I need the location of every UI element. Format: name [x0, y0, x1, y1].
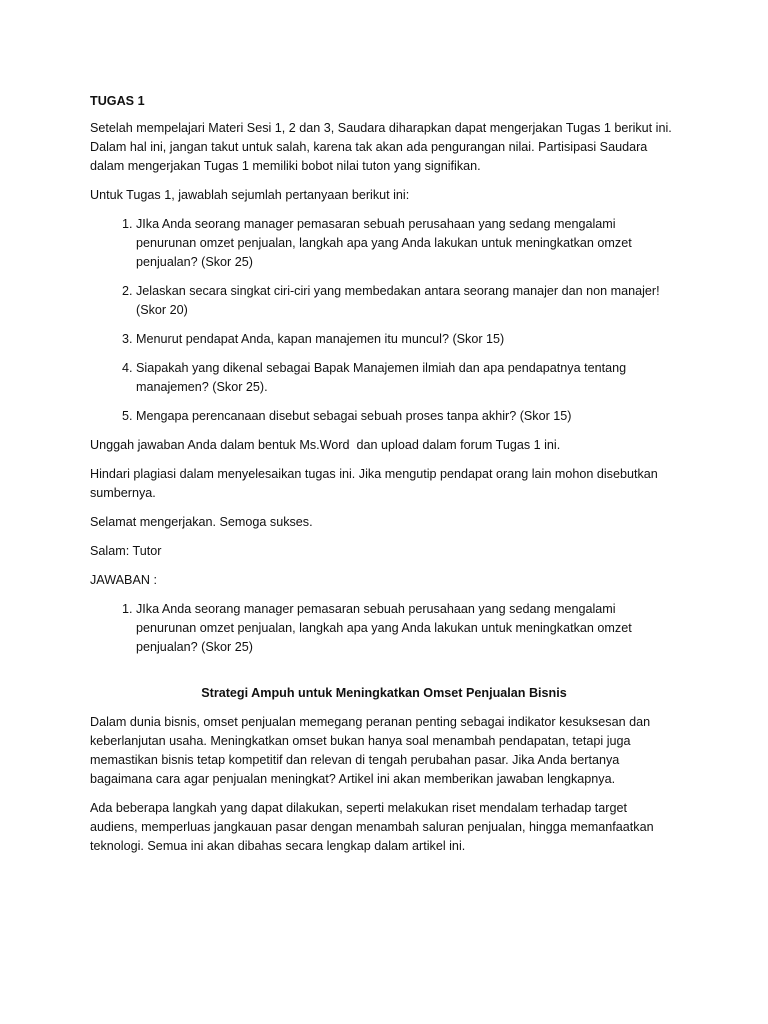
intro-paragraph: Setelah mempelajari Materi Sesi 1, 2 dan 3, Saudara diharapkan dapat mengerjakan Tugas 1 berikut ini. Dalam hal ini, jangan takut untuk salah, karena tak akan ada pengurangan nilai. Partisipasi Saudara dalam mengerjakan Tugas 1 memiliki bobot nilai tuton yang signifikan. [90, 121, 672, 173]
article-paragraph: Dalam dunia bisnis, omset penjualan memegang peranan penting sebagai indikator kesuksesan dan keberlanjutan usaha. Meningkatkan omset bukan hanya soal menambah pendapatan, tetapi juga memastikan bisnis tetap kompetitif dan relevan di tengah perubahan pasar. Jika Anda bertanya bagaimana cara agar penjualan meningkat? Artikel ini akan memberikan jawaban lengkapnya. [90, 715, 651, 786]
answer-heading: JAWABAN : [90, 573, 157, 587]
question-list [90, 215, 678, 426]
article-paragraph: Ada beberapa langkah yang dapat dilakukan, seperti melakukan riset mendalam terhadap target audiens, memperluas jangkauan pasar dengan menambah saluran penjualan, hingga memanfaatkan teknologi. Semua ini akan dibahas secara lengkap dalam artikel ini. [90, 801, 654, 853]
question-item: 1. JIka Anda seorang manager pemasaran sebuah perusahaan yang sedang mengalami penurunan omzet penjualan, langkah apa yang Anda lakukan untuk meningkatkan omzet penjualan? (Skor 25) [136, 215, 678, 272]
question-item: 5. Mengapa perencanaan disebut sebagai sebuah proses tanpa akhir? (Skor 15) [136, 407, 678, 426]
document-page [90, 92, 678, 866]
question-item: 3. Menurut pendapat Anda, kapan manajemen itu muncul? (Skor 15) [136, 330, 678, 349]
closing-text: Selamat mengerjakan. Semoga sukses. [90, 515, 313, 529]
question-item: 4. Siapakah yang dikenal sebagai Bapak Manajemen ilmiah dan apa pendapatnya tentang manajemen? (Skor 25). [136, 359, 678, 397]
question-item: 2. Jelaskan secara singkat ciri-ciri yang membedakan antara seorang manajer dan non manajer! (Skor 20) [136, 282, 678, 320]
upload-note: Unggah jawaban Anda dalam bentuk Ms.Word dan upload dalam forum Tugas 1 ini. [90, 438, 561, 452]
article-title: Strategi Ampuh untuk Meningkatkan Omset Penjualan Bisnis [201, 686, 567, 700]
answer-question-item: 1. JIka Anda seorang manager pemasaran sebuah perusahaan yang sedang mengalami penurunan omzet penjualan, langkah apa yang Anda lakukan untuk meningkatkan omzet penjualan? (Skor 25) [136, 600, 678, 657]
document-heading: TUGAS 1 [90, 94, 145, 108]
plagiarism-note: Hindari plagiasi dalam menyelesaikan tugas ini. Jika mengutip pendapat orang lain mohon disebutkan sumbernya. [90, 467, 658, 500]
signature-text: Salam: Tutor [90, 544, 162, 558]
instruction-paragraph: Untuk Tugas 1, jawablah sejumlah pertanyaan berikut ini: [90, 188, 410, 202]
answer-question-list [90, 600, 678, 657]
